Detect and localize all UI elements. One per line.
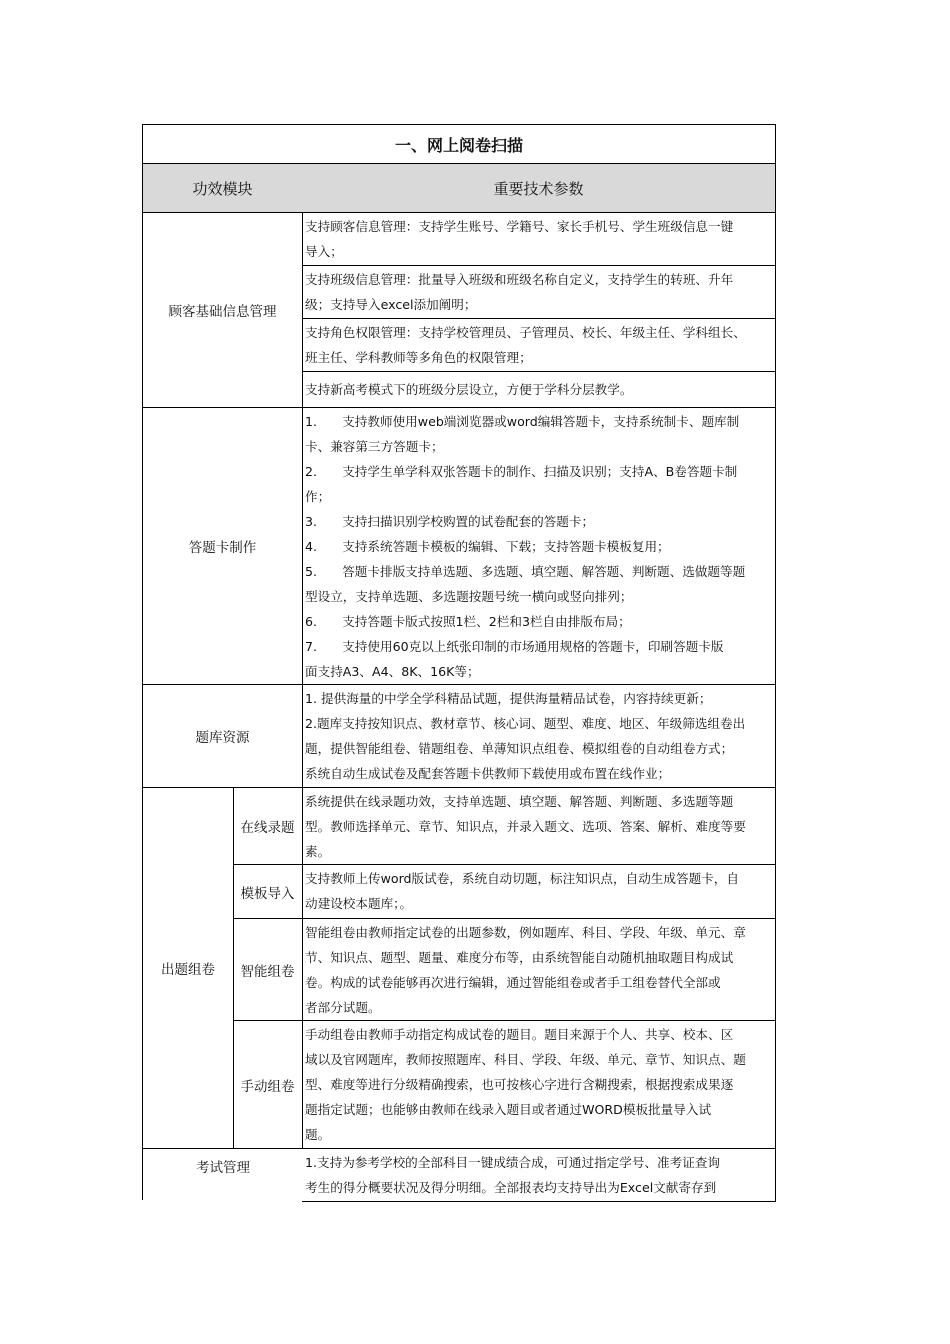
param-line: 1.支持为参考学校的全部科目一键成绩合成，可通过指定学号、准考证查询: [305, 1155, 721, 1170]
module-label-answer-card: 答题卡制作: [142, 407, 303, 685]
param-line: 支持班级信息管理：批量导入班级和班级名称自定义，支持学生的转班、升年: [305, 272, 734, 287]
param-line: 3. 支持扫描识别学校购置的试卷配套的答题卡；: [305, 514, 595, 529]
param-line: 级；支持导入excel添加阐明；: [305, 297, 477, 312]
param-line: 系统提供在线录题功效，支持单选题、填空题、解答题、判断题、多选题等题: [305, 794, 734, 809]
param-line: 题指定试题；也能够由教师在线录入题目或者通过WORD模板批量导入试: [305, 1102, 712, 1117]
param-line: 2.题库支持按知识点、教材章节、核心词、题型、难度、地区、年级筛选组卷出: [305, 716, 746, 731]
param-line: 4. 支持系统答题卡模板的编辑、下载；支持答题卡模板复用；: [305, 539, 670, 554]
param-line: 手动组卷由教师手动指定构成试卷的题目。题目来源于个人、共享、校本、区: [305, 1027, 734, 1042]
param-line: 支持新高考模式下的班级分层设立，方便于学科分层教学。: [305, 382, 633, 397]
param-line: 动建设校本题库；。: [305, 896, 413, 911]
param-cell: [302, 1148, 776, 1202]
param-line: 6. 支持答题卡版式按照1栏、2栏和3栏自由排版布局；: [305, 614, 631, 629]
param-line: 素。: [305, 844, 331, 859]
param-cell: [302, 407, 776, 685]
param-line: 系统自动生成试卷及配套答题卡供教师下载使用或布置在线作业；: [305, 766, 671, 781]
param-line: 智能组卷由教师指定试卷的出题参数，例如题库、科目、学段、年级、单元、章: [305, 925, 746, 940]
param-line: 支持顾客信息管理：支持学生账号、学籍号、家长手机号、学生班级信息一键: [305, 219, 734, 234]
param-cell: [302, 371, 776, 408]
page-title: 一、网上阅卷扫描: [142, 124, 776, 164]
sub-label-smart-compose: 智能组卷: [233, 918, 303, 1021]
header-module: 功效模块: [142, 163, 303, 213]
param-line: 型。教师选择单元、章节、知识点，并录入题文、选项、答案、解析、难度等要: [305, 819, 746, 834]
sub-label-template-import: 模板导入: [233, 864, 303, 919]
param-line: 型、难度等进行分级精确搜索，也可按核心字进行含糊搜索，根据搜索成果逐: [305, 1077, 734, 1092]
param-line: 型设立，支持单选题、多选题按题号统一横向或竖向排列；: [305, 589, 633, 604]
param-cell: [302, 684, 776, 788]
param-line: 面支持A3、A4、8K、16K等；: [305, 664, 480, 679]
param-line: 节、知识点、题型、题量、难度分布等，由系统智能自动随机抽取题目构成试: [305, 950, 734, 965]
header-params: 重要技术参数: [302, 163, 776, 213]
module-label-user-info: 顾客基础信息管理: [142, 212, 303, 408]
param-cell: [302, 787, 776, 865]
module-label-question-bank: 题库资源: [142, 684, 303, 788]
param-line: 题。: [305, 1127, 331, 1142]
param-line: 导入；: [305, 244, 343, 259]
param-line: 班主任、学科教师等多角色的权限管理；: [305, 350, 532, 365]
param-line: 考生的得分概要状况及得分明细。全部报表均支持导出为Excel文献寄存到: [305, 1180, 717, 1195]
module-label-exam-management: 考试管理: [142, 1148, 303, 1200]
param-line: 题，提供智能组卷、错题组卷、单薄知识点组卷、模拟组卷的自动组卷方式；: [305, 741, 734, 756]
param-line: 2. 支持学生单学科双张答题卡的制作、扫描及识别；支持A、B卷答题卡制: [305, 464, 738, 479]
param-line: 卡、兼容第三方答题卡；: [305, 439, 444, 454]
param-line: 卷。构成的试卷能够再次进行编辑，通过智能组卷或者手工组卷替代全部或: [305, 975, 721, 990]
param-cell: [302, 864, 776, 919]
param-line: 1. 支持教师使用web端浏览器或word编辑答题卡，支持系统制卡、题库制: [305, 414, 740, 429]
param-line: 支持角色权限管理：支持学校管理员、子管理员、校长、年级主任、学科组长、: [305, 325, 746, 340]
param-line: 者部分试题。: [305, 1000, 381, 1015]
module-label-paper-composition: 出题组卷: [142, 787, 234, 1149]
param-line: 作；: [305, 489, 331, 504]
sub-label-online-entry: 在线录题: [233, 787, 303, 865]
param-line: 5. 答题卡排版支持单选题、多选题、填空题、解答题、判断题、选做题等题: [305, 564, 746, 579]
param-cell: [302, 1020, 776, 1149]
param-cell: [302, 918, 776, 1021]
param-cell: [302, 318, 776, 372]
param-line: 域以及官网题库，教师按照题库、科目、学段、年级、单元、章节、知识点、题: [305, 1052, 746, 1067]
sub-label-manual-compose: 手动组卷: [233, 1020, 303, 1149]
param-line: 1. 提供海量的中学全学科精品试题，提供海量精品试卷，内容持续更新；: [305, 691, 712, 706]
param-line: 支持教师上传word版试卷，系统自动切题，标注知识点，自动生成答题卡，自: [305, 871, 739, 886]
param-cell: [302, 265, 776, 319]
param-line: 7. 支持使用60克以上纸张印制的市场通用规格的答题卡，印刷答题卡版: [305, 639, 724, 654]
param-cell: [302, 212, 776, 266]
